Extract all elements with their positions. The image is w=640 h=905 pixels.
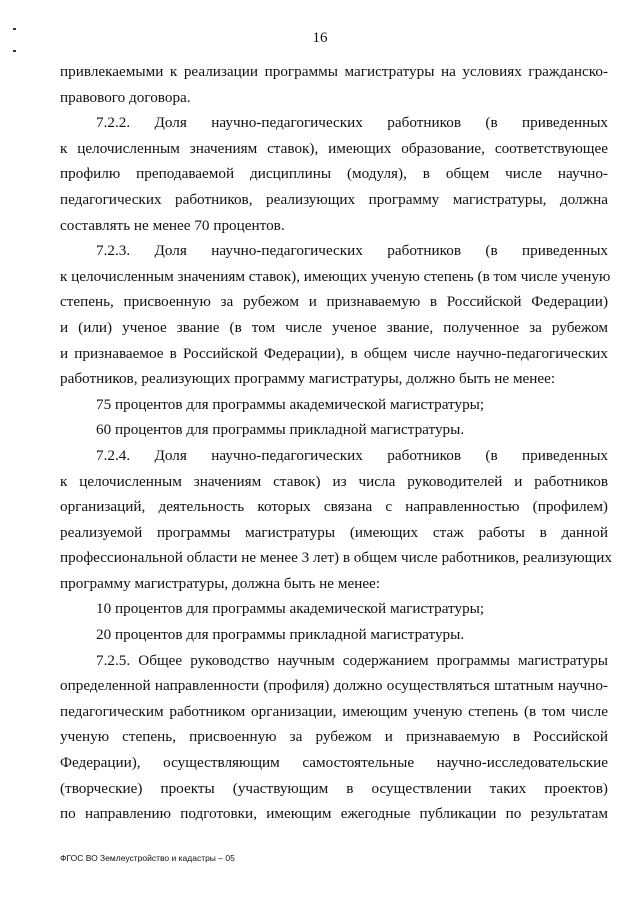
text-line: привлекаемыми к реализации программы магистратуры на условиях гражданско- xyxy=(60,63,608,80)
text-line: к целочисленным значениям ставок), имеющих ученую степень (в том числе ученую xyxy=(60,267,611,285)
text-line: организаций, деятельность которых связана с направленностью (профилем) xyxy=(60,498,608,516)
page-number: 16 xyxy=(312,30,328,46)
text-line: 20 процентов для программы прикладной магистратуры. xyxy=(96,626,465,644)
text-line: ученую степень, присвоенную за рубежом и признаваемую в Российской xyxy=(60,728,608,746)
text-line: реализуемой программы магистратуры (имеющих стаж работы в данной xyxy=(60,523,608,541)
text-line: 7.2.5. Общее руководство научным содержанием программы магистратуры xyxy=(96,651,608,669)
text-line: по направлению подготовки, имеющим ежегодные публикации по результатам xyxy=(60,805,608,823)
text-line: и признаваемое в Российской Федерации), в общем числе научно-педагогических xyxy=(60,344,608,362)
text-line: 10 процентов для программы академической магистратуры; xyxy=(96,600,485,618)
text-line: составлять не менее 70 процентов. xyxy=(60,216,285,234)
document-body xyxy=(60,59,613,827)
text-line: (творческие) проекты (участвующим в осуществлении таких проектов) xyxy=(60,779,608,797)
text-line: степень, присвоенную за рубежом и признаваемую в Российской Федерации) xyxy=(60,293,608,311)
text-line: Федерации), осуществляющим самостоятельные научно-исследовательские xyxy=(60,754,608,772)
text-line: 7.2.4. Доля научно-педагогических работников (в приведенных xyxy=(96,446,608,464)
text-line: программу магистратуры, должна быть не менее: xyxy=(60,574,381,592)
text-line: правового договора. xyxy=(60,88,191,106)
text-line: работников, реализующих программу магистратуры, должно быть не менее: xyxy=(60,370,556,388)
text-line: 75 процентов для программы академической магистратуры; xyxy=(96,395,485,413)
text-line: профилю преподаваемой дисциплины (модуля), в общем числе научно- xyxy=(60,165,608,183)
scan-margin-mark xyxy=(13,50,16,52)
text-line: педагогическим работником организации, имеющим ученую степень (в том числе xyxy=(60,702,608,720)
footer-document-code: ФГОС ВО Землеустройство и кадастры – 05 xyxy=(60,853,235,863)
text-line: профессиональной области не менее 3 лет) в общем числе работников, реализующих xyxy=(60,549,613,567)
text-line: 7.2.3. Доля научно-педагогических работников (в приведенных xyxy=(96,242,608,260)
text-line: определенной направленности (профиля) должно осуществляться штатным научно- xyxy=(60,677,608,695)
text-line: к целочисленным значениям ставок) из числа руководителей и работников xyxy=(60,472,608,490)
text-line: к целочисленным значениям ставок), имеющих образование, соответствующее xyxy=(60,139,608,157)
text-line: и (или) ученое звание (в том числе ученое звание, полученное за рубежом xyxy=(60,318,608,336)
text-line: педагогических работников, реализующих программу магистратуры, должна xyxy=(60,190,608,208)
text-line: 7.2.2. Доля научно-педагогических работников (в приведенных xyxy=(96,114,608,132)
text-line: 60 процентов для программы прикладной магистратуры. xyxy=(96,421,465,439)
